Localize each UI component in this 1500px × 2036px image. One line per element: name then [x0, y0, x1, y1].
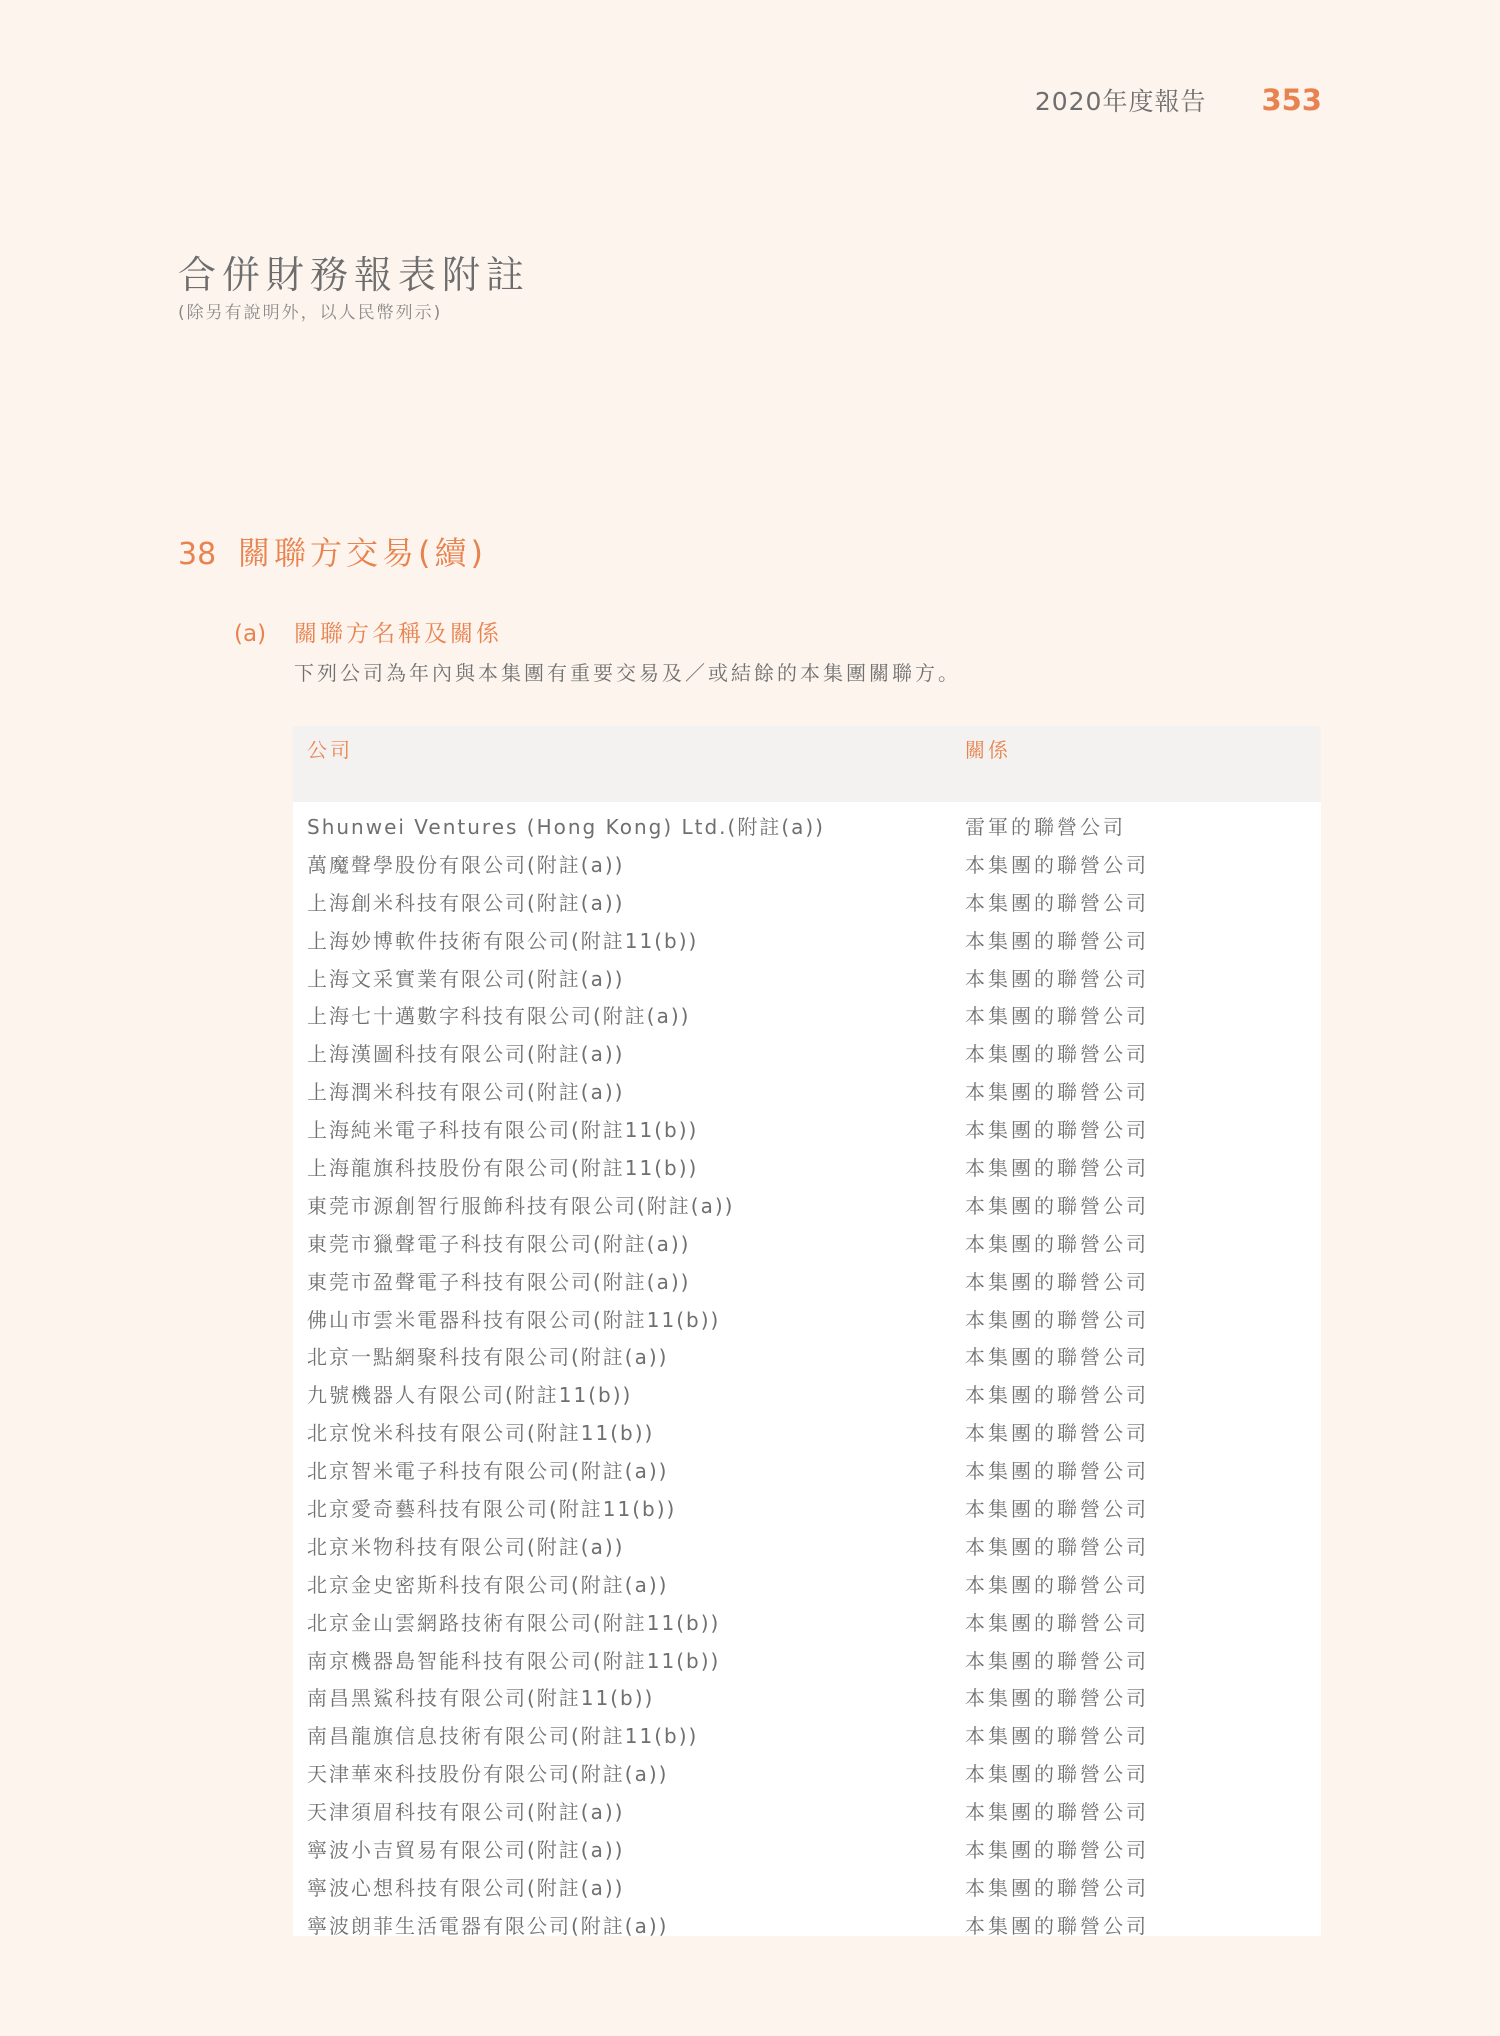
relationship-cell: 本集團的聯營公司	[965, 1118, 1149, 1143]
table-row	[293, 1756, 1321, 1794]
relationship-cell: 本集團的聯營公司	[965, 1042, 1149, 1067]
company-cell: 上海漢圖科技有限公司(附註(a))	[307, 1042, 625, 1067]
relationship-cell: 本集團的聯營公司	[965, 1686, 1149, 1711]
table-row	[293, 1415, 1321, 1453]
table-row	[293, 1529, 1321, 1567]
table-row	[293, 1036, 1321, 1074]
related-party-table	[293, 726, 1321, 1936]
relationship-cell: 本集團的聯營公司	[965, 1800, 1149, 1825]
table-row	[293, 1377, 1321, 1415]
table-row	[293, 1226, 1321, 1264]
company-cell: 南京機器島智能科技有限公司(附註11(b))	[307, 1648, 721, 1673]
table-row	[293, 1794, 1321, 1832]
table-row	[293, 1491, 1321, 1529]
table-row	[293, 1832, 1321, 1870]
table-row	[293, 1453, 1321, 1491]
company-cell: 南昌黑鯊科技有限公司(附註11(b))	[307, 1686, 655, 1711]
subsection-marker: (a)	[234, 621, 267, 647]
table-row	[293, 1643, 1321, 1681]
table-row	[293, 1680, 1321, 1718]
relationship-cell: 本集團的聯營公司	[965, 1762, 1149, 1787]
table-row	[293, 1264, 1321, 1302]
relationship-cell: 本集團的聯營公司	[965, 1497, 1149, 1522]
column-header-relationship: 關係	[965, 738, 1011, 762]
document-title: 合併財務報表附註	[178, 253, 531, 297]
report-title: 2020年度報告	[1034, 87, 1207, 116]
relationship-cell: 本集團的聯營公司	[965, 966, 1149, 991]
relationship-cell: 本集團的聯營公司	[965, 1875, 1149, 1900]
table-row	[293, 1188, 1321, 1226]
company-cell: 北京愛奇藝科技有限公司(附註11(b))	[307, 1497, 677, 1522]
relationship-cell: 本集團的聯營公司	[965, 1269, 1149, 1294]
table-header	[293, 726, 1321, 802]
relationship-cell: 本集團的聯營公司	[965, 1156, 1149, 1181]
company-cell: 北京一點網聚科技有限公司(附註(a))	[307, 1345, 669, 1370]
table-row	[293, 1302, 1321, 1340]
table-row	[293, 809, 1321, 847]
intro-paragraph: 下列公司為年內與本集團有重要交易及／或結餘的本集團關聯方。	[294, 661, 961, 685]
relationship-cell: 本集團的聯營公司	[965, 1080, 1149, 1105]
relationship-cell: 本集團的聯營公司	[965, 1838, 1149, 1863]
company-cell: Shunwei Ventures (Hong Kong) Ltd.(附註(a))	[307, 815, 825, 839]
relationship-cell: 本集團的聯營公司	[965, 1572, 1149, 1597]
relationship-cell: 本集團的聯營公司	[965, 1421, 1149, 1446]
relationship-cell: 本集團的聯營公司	[965, 1193, 1149, 1218]
table-body	[293, 802, 1321, 1946]
relationship-cell: 本集團的聯營公司	[965, 1004, 1149, 1029]
relationship-cell: 本集團的聯營公司	[965, 1459, 1149, 1484]
table-row	[293, 1908, 1321, 1946]
company-cell: 北京悅米科技有限公司(附註11(b))	[307, 1421, 655, 1446]
table-row	[293, 1870, 1321, 1908]
table-row	[293, 923, 1321, 961]
company-cell: 上海潤米科技有限公司(附註(a))	[307, 1080, 625, 1105]
company-cell: 北京金史密斯科技有限公司(附註(a))	[307, 1572, 669, 1597]
company-cell: 東莞市盈聲電子科技有限公司(附註(a))	[307, 1269, 691, 1294]
relationship-cell: 本集團的聯營公司	[965, 928, 1149, 953]
document-subtitle: (除另有說明外，以人民幣列示)	[178, 303, 443, 323]
relationship-cell: 本集團的聯營公司	[965, 1913, 1149, 1938]
table-row	[293, 1112, 1321, 1150]
company-cell: 南昌龍旗信息技術有限公司(附註11(b))	[307, 1724, 699, 1749]
company-cell: 上海七十邁數字科技有限公司(附註(a))	[307, 1004, 691, 1029]
company-cell: 佛山市雲米電器科技有限公司(附註11(b))	[307, 1307, 721, 1332]
company-cell: 上海文采實業有限公司(附註(a))	[307, 966, 625, 991]
company-cell: 萬魔聲學股份有限公司(附註(a))	[307, 852, 625, 877]
company-cell: 東莞市源創智行服飾科技有限公司(附註(a))	[307, 1193, 735, 1218]
subsection-heading	[234, 615, 502, 648]
table-row	[293, 1718, 1321, 1756]
company-cell: 寧波小吉貿易有限公司(附註(a))	[307, 1838, 625, 1863]
section-number: 38	[178, 537, 217, 572]
page-number: 353	[1261, 83, 1322, 117]
company-cell: 上海純米電子科技有限公司(附註11(b))	[307, 1118, 699, 1143]
page-header	[1035, 82, 1322, 122]
relationship-cell: 本集團的聯營公司	[965, 1383, 1149, 1408]
company-cell: 上海龍旗科技股份有限公司(附註11(b))	[307, 1156, 699, 1181]
relationship-cell: 本集團的聯營公司	[965, 1345, 1149, 1370]
relationship-cell: 本集團的聯營公司	[965, 1307, 1149, 1332]
company-cell: 天津須眉科技有限公司(附註(a))	[307, 1800, 625, 1825]
company-cell: 寧波朗菲生活電器有限公司(附註(a))	[307, 1913, 669, 1938]
section-title: 關聯方交易(續)	[238, 534, 487, 572]
relationship-cell: 本集團的聯營公司	[965, 1534, 1149, 1559]
section-heading	[178, 528, 487, 574]
company-cell: 九號機器人有限公司(附註11(b))	[307, 1383, 633, 1408]
relationship-cell: 本集團的聯營公司	[965, 1648, 1149, 1673]
table-row	[293, 961, 1321, 999]
company-cell: 寧波心想科技有限公司(附註(a))	[307, 1875, 625, 1900]
company-cell: 天津華來科技股份有限公司(附註(a))	[307, 1762, 669, 1787]
relationship-cell: 本集團的聯營公司	[965, 1231, 1149, 1256]
company-cell: 北京米物科技有限公司(附註(a))	[307, 1534, 625, 1559]
table-row	[293, 885, 1321, 923]
company-cell: 北京智米電子科技有限公司(附註(a))	[307, 1459, 669, 1484]
subsection-title: 關聯方名稱及關係	[294, 621, 502, 647]
table-row	[293, 1074, 1321, 1112]
relationship-cell: 本集團的聯營公司	[965, 1610, 1149, 1635]
company-cell: 東莞市獵聲電子科技有限公司(附註(a))	[307, 1231, 691, 1256]
relationship-cell: 雷軍的聯營公司	[965, 815, 1126, 839]
relationship-cell: 本集團的聯營公司	[965, 1724, 1149, 1749]
table-row	[293, 1605, 1321, 1643]
table-row	[293, 998, 1321, 1036]
column-header-company: 公司	[307, 738, 353, 762]
company-cell: 北京金山雲網路技術有限公司(附註11(b))	[307, 1610, 721, 1635]
relationship-cell: 本集團的聯營公司	[965, 890, 1149, 915]
company-cell: 上海創米科技有限公司(附註(a))	[307, 890, 625, 915]
company-cell: 上海妙博軟件技術有限公司(附註11(b))	[307, 928, 699, 953]
table-row	[293, 847, 1321, 885]
table-row	[293, 1150, 1321, 1188]
table-row	[293, 1339, 1321, 1377]
relationship-cell: 本集團的聯營公司	[965, 852, 1149, 877]
table-row	[293, 1567, 1321, 1605]
